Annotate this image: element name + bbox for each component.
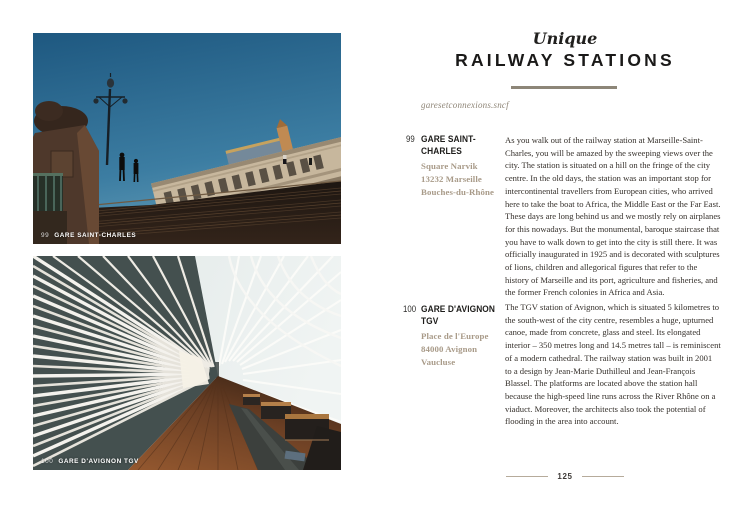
photo-gare-avignon-tgv xyxy=(33,256,341,470)
gare-saint-charles-illustration xyxy=(33,33,341,244)
entry-address-gare-saint-charles xyxy=(421,160,494,199)
page-title: RAILWAY STATIONS xyxy=(455,50,675,70)
entry-number-100: 100 xyxy=(403,304,417,314)
photo-caption-number: 99 xyxy=(41,232,50,239)
photo-gare-saint-charles xyxy=(33,33,341,244)
address-line: 84000 Avignon xyxy=(421,344,478,354)
entry-name-line: GARE SAINT- xyxy=(421,134,476,145)
photo-caption xyxy=(41,232,136,239)
photo-caption-label: GARE D'AVIGNON TGV xyxy=(58,458,139,465)
photo-caption xyxy=(41,458,139,465)
footer-rule-left xyxy=(506,476,548,477)
photo-caption-label: GARE SAINT-CHARLES xyxy=(54,232,137,239)
page-number: 125 xyxy=(557,472,573,481)
address-line: Vaucluse xyxy=(421,357,456,367)
entry-number-99: 99 xyxy=(406,134,415,144)
address-line: Bouches-du-Rhône xyxy=(421,187,494,197)
entry-name-gare-avignon-tgv xyxy=(421,304,508,327)
footer-rule-right xyxy=(582,476,624,477)
gare-avignon-illustration xyxy=(33,256,341,470)
photo-caption-number: 100 xyxy=(41,458,54,465)
address-line: Square Narvik xyxy=(421,161,478,171)
entry-description-gare-saint-charles: As you walk out of the railway station at Marseille-Saint-Charles, you will be amazed by the sweeping views over the city. The station is situated on a hill on the fringe of the city centre. In the old days, the station was an important stop for intercontinental travellers from European cities, who arrived here to take the boat to Africa, the Middle East or the Far East. These days are long behind us and we mostly rely on airplanes for this nowadays. But the monumental, baroque staircase that you have to walk down to get into the city is still there. It was officially inaugurated in 1925 and is decorated with sculptures of lions, children and allegorical figures that refer to the history of Marseille and its port, agriculture and fisheries, and the former French colonies in Africa and Asia. xyxy=(505,135,721,298)
entry-description-gare-avignon-tgv: The TGV station of Avignon, which is situated 5 kilometres to the south-west of the city centre, resembles a huge, upturned canoe, made from concrete, glass and steel. Its elongated interior – 350 metres long and 14.5 metres tall – is reminiscent of a modern cathedral. The railway station was built in 2001 to a design by Jean-Marie Duthilleul and Jean-François Blassel. The platforms are located above the station hall because the high-speed line runs across the River Rhône on a viaduct. Moreover, the architects also took the potential of flooding in the area into account. xyxy=(505,302,721,427)
website-link[interactable]: garesetconnexions.sncf xyxy=(421,100,509,110)
entry-name-line: TGV xyxy=(421,315,439,327)
entry-name-line: CHARLES xyxy=(421,145,462,157)
address-line: 13232 Marseille xyxy=(421,174,482,184)
section-kicker: Unique xyxy=(532,29,598,48)
page-footer xyxy=(400,472,730,481)
entry-name-line: GARE D'AVIGNON xyxy=(421,304,496,315)
address-line: Place de l'Europe xyxy=(421,331,489,341)
entry-name-gare-saint-charles xyxy=(421,134,508,157)
title-divider xyxy=(511,86,617,89)
entry-address-gare-avignon-tgv xyxy=(421,330,489,369)
